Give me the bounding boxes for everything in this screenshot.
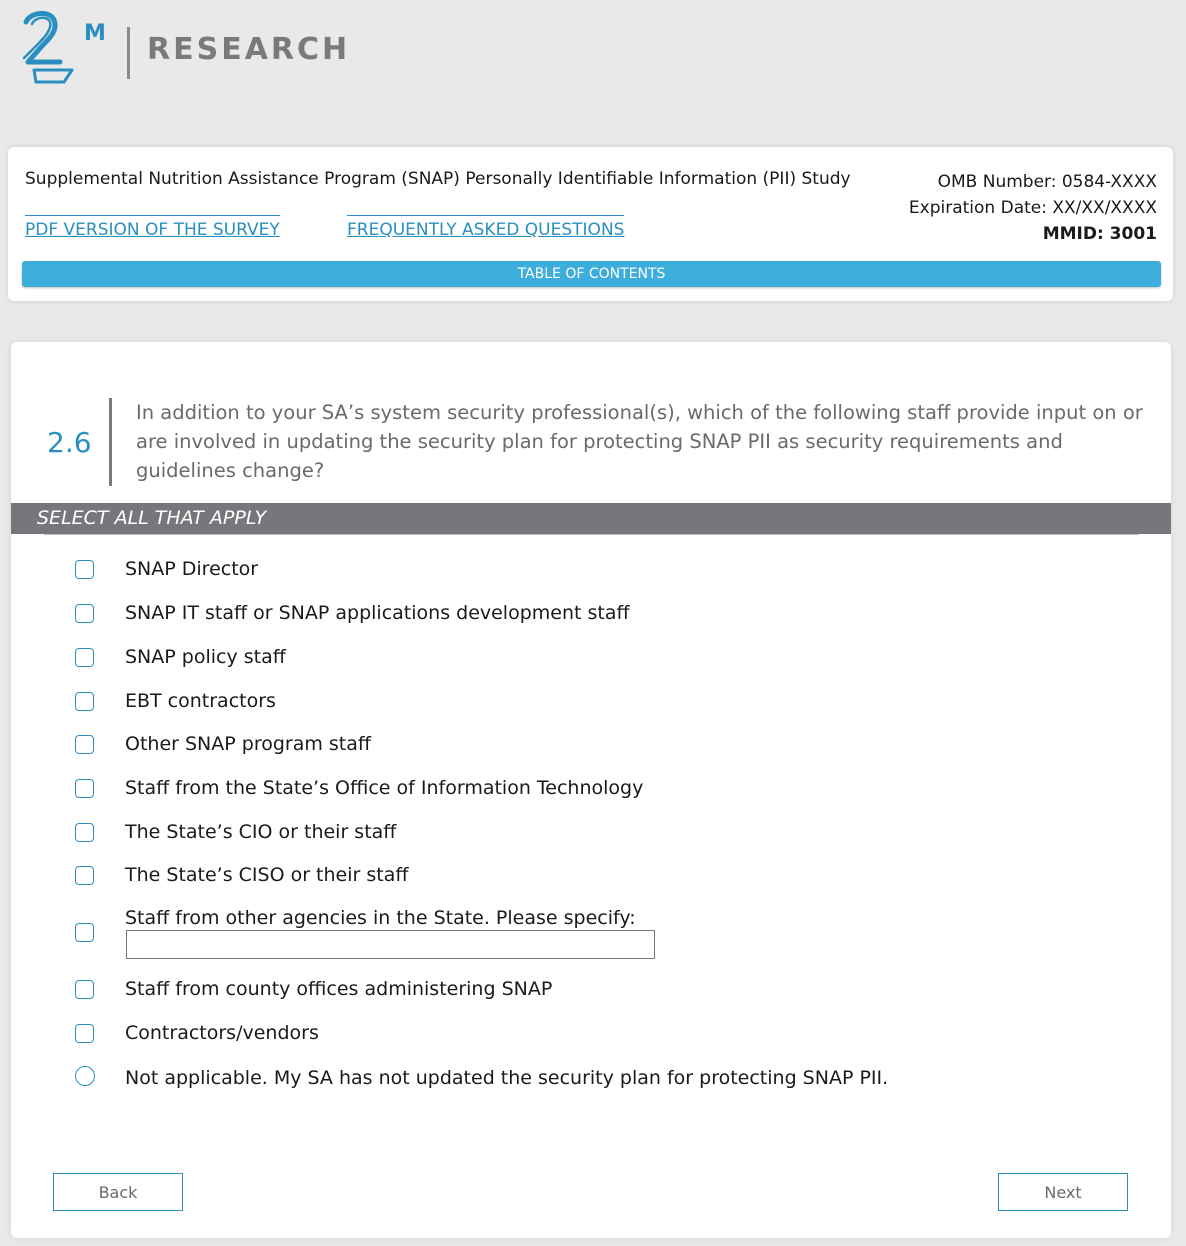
logo-divider (127, 27, 130, 79)
option-label: Staff from county offices administering SNAP (125, 978, 553, 1000)
checkbox[interactable] (75, 779, 94, 798)
survey-header (8, 147, 1173, 301)
mmid: MMID: 3001 (1042, 224, 1157, 244)
option-label: EBT contractors (125, 690, 276, 712)
faq-link[interactable]: FREQUENTLY ASKED QUESTIONS (347, 215, 624, 240)
option-label: Staff from the State’s Office of Information Technology (125, 777, 644, 799)
question-number: 2.6 (47, 426, 92, 459)
option-label: SNAP IT staff or SNAP applications development staff (125, 602, 630, 624)
option-label: Other SNAP program staff (125, 733, 371, 755)
checkbox[interactable] (75, 923, 94, 942)
checkbox[interactable] (75, 1024, 94, 1043)
specify-other-agencies-input[interactable] (126, 930, 655, 959)
checkbox[interactable] (75, 735, 94, 754)
instruction-bar: SELECT ALL THAT APPLY (11, 503, 1171, 534)
question-card (11, 342, 1171, 1238)
option-label: The State’s CISO or their staff (125, 864, 409, 886)
radio-button[interactable] (75, 1066, 95, 1086)
checkbox[interactable] (75, 866, 94, 885)
pdf-version-link[interactable]: PDF VERSION OF THE SURVEY (25, 215, 280, 240)
table-of-contents-button[interactable]: TABLE OF CONTENTS (22, 261, 1161, 287)
checkbox[interactable] (75, 980, 94, 999)
logo (20, 8, 350, 92)
option-label: Contractors/vendors (125, 1022, 319, 1044)
checkbox[interactable] (75, 823, 94, 842)
option-label: SNAP Director (125, 558, 259, 580)
option-label: The State’s CIO or their staff (125, 821, 397, 843)
omb-number: OMB Number: 0584-XXXX (937, 172, 1157, 192)
option-label: SNAP policy staff (125, 646, 286, 668)
question-divider (109, 398, 112, 486)
checkbox[interactable] (75, 604, 94, 623)
instruction-underline (44, 534, 1139, 535)
question-text: In addition to your SA’s system security professional(s), which of the following staff provide input on or are involved in updating the security plan for protecting SNAP PII as security requirements and guidelines change? (136, 401, 1143, 482)
next-button[interactable]: Next (998, 1173, 1128, 1211)
expiration-date: Expiration Date: XX/XX/XXXX (908, 198, 1157, 218)
option-label: Staff from other agencies in the State. Please specify: (125, 907, 636, 929)
study-title: Supplemental Nutrition Assistance Program (SNAP) Personally Identifiable Information (PII) Study (25, 169, 851, 189)
checkbox[interactable] (75, 560, 94, 579)
option-label: Not applicable. My SA has not updated the security plan for protecting SNAP PII. (125, 1067, 889, 1089)
checkbox[interactable] (75, 648, 94, 667)
2m-logo-mark-icon (20, 8, 120, 92)
svg-text:M: M (84, 21, 106, 46)
omb-info (909, 169, 1157, 247)
back-button[interactable]: Back (53, 1173, 183, 1211)
checkbox[interactable] (75, 692, 94, 711)
logo-wordmark: RESEARCH (147, 32, 351, 67)
